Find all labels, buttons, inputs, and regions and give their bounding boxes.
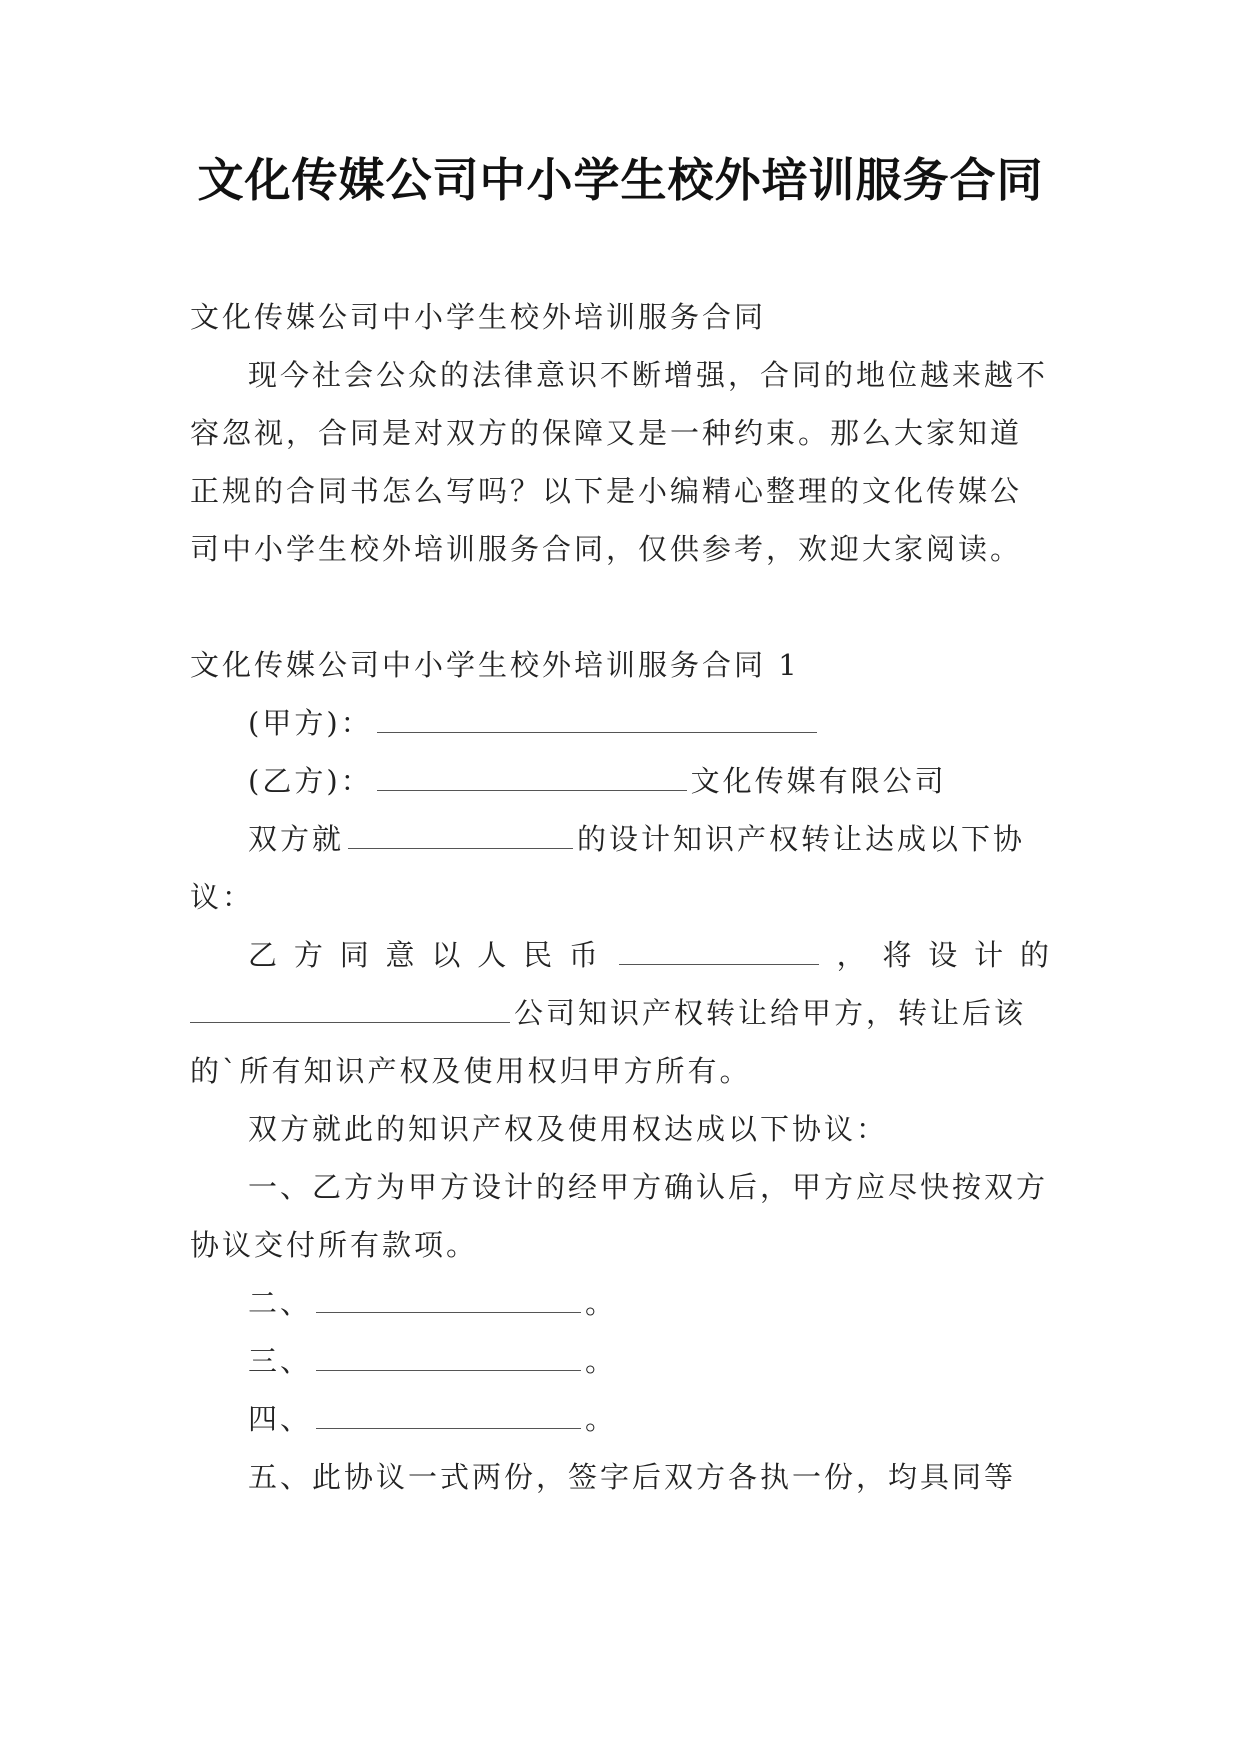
- transfer-line-2: [190, 984, 1052, 1100]
- intro-paragraph: 现今社会公众的法律意识不断增强，合同的地位越来越不容忽视，合同是对双方的保障又是一种约束。那么大家知道正规的合同书怎么写吗？以下是小编精心整理的文化传媒公司中小学生校外培训服务合同，仅供参考，欢迎大家阅读。: [190, 358, 1049, 566]
- section-heading: 文化传媒公司中小学生校外培训服务合同 1: [190, 648, 800, 682]
- paragraph-gap: [190, 578, 1052, 636]
- party-a-line: [190, 694, 1052, 752]
- agreement-line: [190, 810, 1052, 926]
- party-a-label: (甲方)：: [248, 706, 373, 740]
- document-body: [190, 288, 1052, 1506]
- item-3-prefix: 三、: [248, 1344, 313, 1378]
- agreement-blank: [348, 818, 573, 849]
- transfer-prefix: 乙方同意以人民币: [248, 938, 615, 972]
- item-3: [190, 1332, 1052, 1390]
- transfer-line-1: [190, 926, 1052, 984]
- item-4-suffix: 。: [585, 1402, 618, 1436]
- item-3-blank: [316, 1340, 581, 1371]
- party-b-suffix: 文化传媒有限公司: [690, 764, 947, 798]
- document-subtitle: 文化传媒公司中小学生校外培训服务合同: [190, 300, 767, 334]
- item-3-suffix: 。: [585, 1344, 618, 1378]
- item-4-blank: [316, 1398, 581, 1429]
- party-b-label: (乙方)：: [248, 764, 373, 798]
- transfer-amount-blank: [619, 934, 819, 965]
- transfer-mid: ，将设计的: [822, 938, 1052, 972]
- party-a-blank: [377, 702, 817, 733]
- item-2-suffix: 。: [585, 1286, 618, 1320]
- item-1: 一、乙方为甲方设计的经甲方确认后，甲方应尽快按双方协议交付所有款项。: [190, 1170, 1049, 1262]
- item-2-blank: [316, 1282, 581, 1313]
- party-b-blank: [377, 760, 687, 791]
- transfer-design-blank: [190, 992, 510, 1023]
- item-2: [190, 1274, 1052, 1332]
- item-2-prefix: 二、: [248, 1286, 313, 1320]
- party-b-line: [190, 752, 1052, 810]
- agreement-prefix: 双方就: [248, 822, 345, 856]
- agree-line: 双方就此的知识产权及使用权达成以下协议：: [248, 1112, 889, 1146]
- item-5: 五、此协议一式两份，签字后双方各执一份，均具同等: [248, 1460, 1017, 1494]
- item-4-prefix: 四、: [248, 1402, 313, 1436]
- agreement-suffix: 的设计知识产权转让达成以下协议：: [190, 822, 1026, 914]
- transfer-suffix: 公司知识产权转让给甲方，转让后该的`所有知识产权及使用权归甲方所有。: [190, 996, 1027, 1088]
- document-title: 文化传媒公司中小学生校外培训服务合同: [197, 153, 1044, 207]
- item-4: [190, 1390, 1052, 1448]
